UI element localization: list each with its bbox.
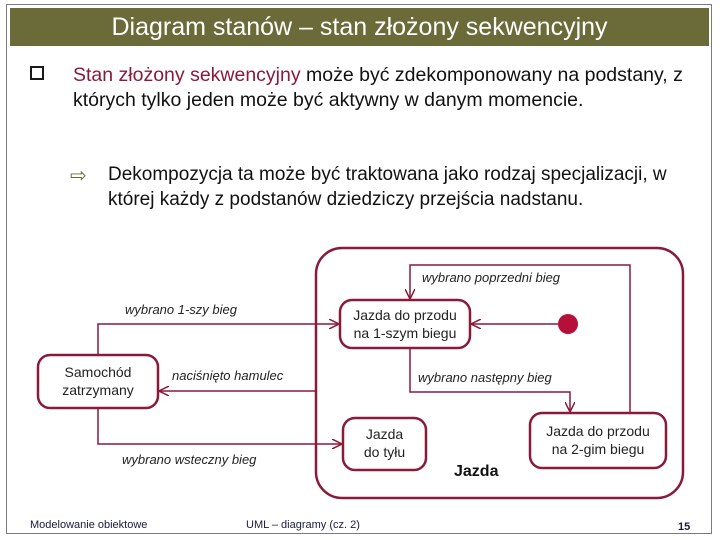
composite-state-name: Jazda [454,463,499,480]
paragraph-rest: może być zdekomponowany na podstany, z których tylko jeden może być aktywny w danym momencie. [73,64,683,111]
initial-state-dot [558,314,578,334]
footer-left: Modelowanie obiektowe [30,519,148,531]
paragraph-sub: Dekompozycja ta może być traktowana jako rodzaj specjalizacji, w której każdy z podstanów dziedziczy przejścia nadstanu. [108,164,667,210]
footer-center: UML – diagramy (cz. 2) [246,519,360,531]
paragraph-highlight: Stan złożony sekwencyjny [73,64,301,86]
state-forward2 [530,422,666,458]
arrow-bullet-icon: ⇨ [70,165,87,187]
state-stopped [38,363,158,399]
state-forward2-line2: na 2-gim biegu [551,441,645,457]
label-next-gear: wybrano następny bieg [418,370,552,385]
state-stopped-line2: zatrzymany [62,382,134,398]
state-backward [343,425,426,461]
state-forward1-line1: Jazda do przodu [353,307,457,323]
transition-first-gear [98,324,338,355]
label-reverse-gear: wybrano wsteczny bieg [122,452,257,467]
transition-reverse-gear [98,408,341,444]
label-prev-gear: wybrano poprzedni bieg [422,270,561,285]
page-number: 15 [678,521,691,533]
state-backward-line2: do tyłu [363,444,406,460]
state-forward1-line2: na 1-szym biegu [353,325,457,341]
slide-title: Diagram stanów – stan złożony sekwencyjny [10,8,709,46]
state-stopped-line1: Samochód [64,364,132,380]
state-forward1 [340,306,470,342]
label-first-gear: wybrano 1-szy bieg [125,302,237,317]
label-brake: naciśnięto hamulec [172,368,284,383]
state-forward2-line1: Jazda do przodu [546,423,650,439]
state-backward-line1: Jazda [365,426,404,442]
